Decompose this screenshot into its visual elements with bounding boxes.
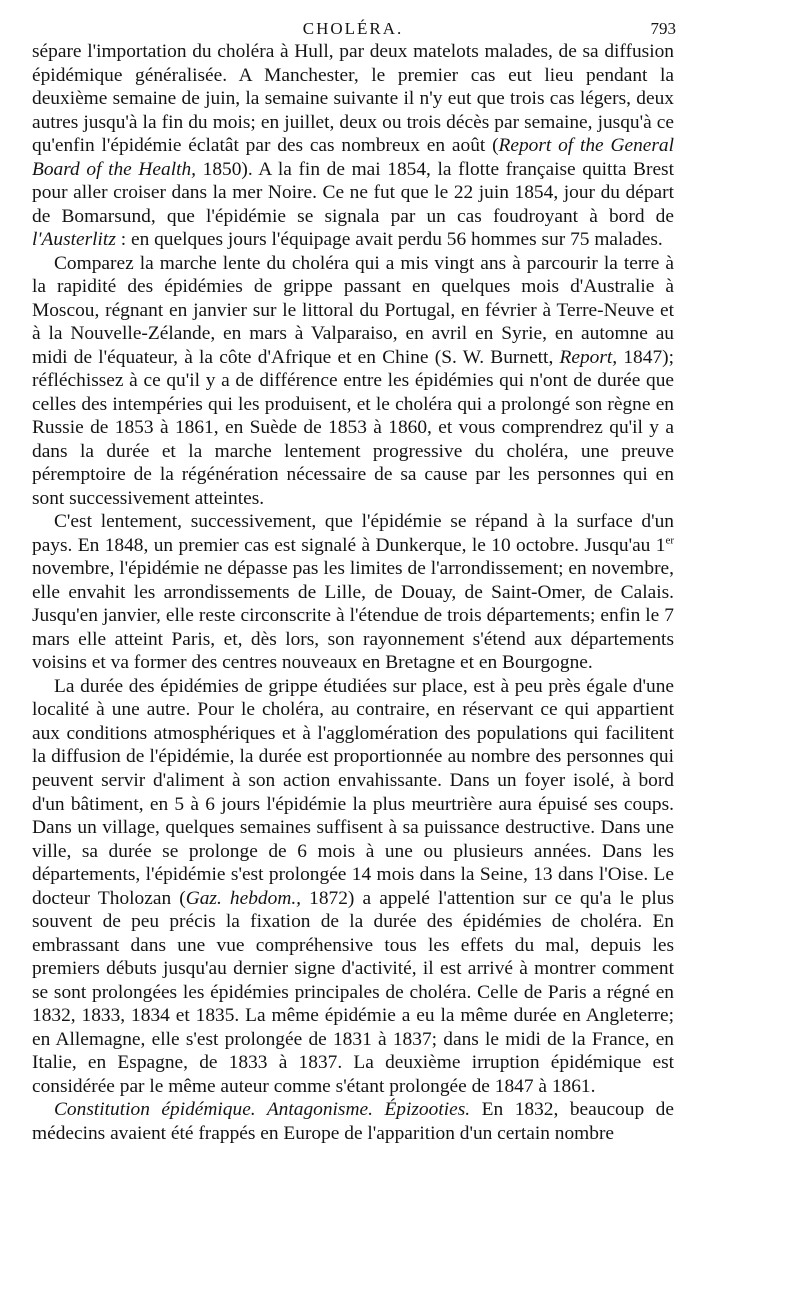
paragraph-2-text-a: Comparez la marche lente du choléra qui a mis vingt ans à parcourir la terre à la rapidité des épidémies de grippe passant en quelques mois d'Australie à Moscou, régnant en janvier sur le littoral du Portugal, en février à Terre-Neuve et à la Nouvelle-Zélande, en mars à Valparaiso, en avril en Syrie, en automne au midi de l'équateur, à la côte d'Afrique et en Chine (S. W. Burnett, [32, 252, 674, 368]
paragraph-2 [32, 252, 674, 511]
paragraph-1-text-c: : en quelques jours l'équipage avait perdu 56 hommes sur 75 malades. [115, 229, 663, 251]
paragraph-3 [32, 510, 674, 675]
paragraph-4-text-b: 1872) a appelé l'attention sur ce qu'a le plus souvent de peu précis la fixation de la durée des épidémies de choléra. En embrassant dans une vue compréhensive tous les effets du mal, depuis les premiers débuts jusqu'au dernier signe d'activité, il est arrivé à montrer comment se sont prolongées les épidémies principales de choléra. Celle de Paris a régné en 1832, 1833, 1834 et 1835. La même épidémie a eu la même durée en Angleterre; en Allemagne, elle s'est prolongée de 1831 à 1837; dans le midi de la France, en Italie, en Espagne, de 1833 à 1837. La deuxième irruption épidémique est considérée par le même auteur comme s'étant prolongée de 1847 à 1861. [32, 887, 675, 1097]
paragraph-2-text-b: 1847); réfléchissez à ce qu'il y a de différence entre les épidémies qui n'ont de durée que celles des intempéries qui les produisent, et le choléra qui a prolongé son règne en Russie de 1853 à 1861, en Suède de 1853 à 1860, et vous comprendrez qu'il y a dans la durée et la marche lentement progressive du choléra, une preuve péremptoire de la régénération nécessaire de sa cause par les personnes qui en sont successivement atteintes. [32, 346, 674, 509]
paragraph-5 [32, 1098, 674, 1145]
paragraph-4 [32, 675, 674, 1098]
gazette-citation: Gaz. hebdom., [185, 887, 302, 909]
ship-name: l'Austerlitz [32, 229, 116, 251]
running-title: CHOLÉRA. [302, 19, 404, 38]
paragraph-1-text-b: 1850). A la fin de mai 1854, la flotte française quitta Brest pour aller croiser dans la mer Noire. Ce ne fut que le 22 juin 1854, jour du départ de Bomarsund, que l'épidémie se signala par un cas foudroyant à bord de [32, 158, 674, 227]
ordinal-superscript: er [665, 534, 674, 547]
book-page [32, 0, 674, 1145]
paragraph-5-text: En 1832, beaucoup de médecins avaient été frappés en Europe de l'apparition d'un certain nombre [32, 1099, 674, 1144]
paragraph-1-text-a: sépare l'importation du choléra à Hull, par deux matelots malades, de sa diffusion épidémique généralisée. A Manchester, le premier cas eut lieu pendant la deuxième semaine de juin, la semaine suivante il n'y eut que trois cas légers, deux autres jusqu'à la fin du mois; en juillet, deux ou trois décès par semaine, jusqu'à ce qu'enfin l'épidémie éclatât par des cas nombreux en août ( [32, 41, 674, 157]
report-citation: Report of the General Board of the Health, [32, 135, 674, 180]
paragraph-1 [32, 40, 674, 252]
paragraph-3-text-b: novembre, l'épidémie ne dépasse pas les limites de l'arrondissement; en novembre, elle envahit les arrondissements de Lille, de Douay, de Saint-Omer, de Calais. Jusqu'en janvier, elle reste circonscrite à l'étendue de trois départements; enfin le 7 mars elle atteint Paris, et, dès lors, son rayonnement s'étend aux départements voisins et va former des centres nouveaux en Bretagne et en Bourgogne. [32, 558, 674, 674]
burnett-citation: Report, [559, 346, 618, 368]
page-number: 793 [650, 19, 676, 38]
paragraph-3-text-a: C'est lentement, successivement, que l'épidémie se répand à la surface d'un pays. En 1848, un premier cas est signalé à Dunkerque, le 10 octobre. Jusqu'au 1 [32, 511, 674, 556]
paragraph-4-text-a: La durée des épidémies de grippe étudiées sur place, est à peu près égale d'une localité à une autre. Pour le choléra, au contraire, en réservant ce qui appartient aux conditions atmosphériques et à l'agglomération des populations qui facilitent la diffusion de l'épidémie, la durée est proportionnée au nombre des personnes qui peuvent servir d'aliment à son action envahissante. Dans un foyer isolé, à bord d'un bâtiment, en 5 à 6 jours l'épidémie la plus meurtrière aura épuisé ses coups. Dans un village, quelques semaines suffisent à sa puissance destructive. Dans une ville, sa durée se prolonge de 6 mois à une ou plusieurs années. Dans les départements, l'épidémie s'est prolongée 14 mois dans la Seine, 13 dans l'Oise. Le docteur Tholozan ( [32, 675, 674, 909]
body-text [32, 40, 674, 1145]
section-heading: Constitution épidémique. Antagonisme. Épizooties. [54, 1099, 471, 1121]
running-head [32, 0, 674, 40]
